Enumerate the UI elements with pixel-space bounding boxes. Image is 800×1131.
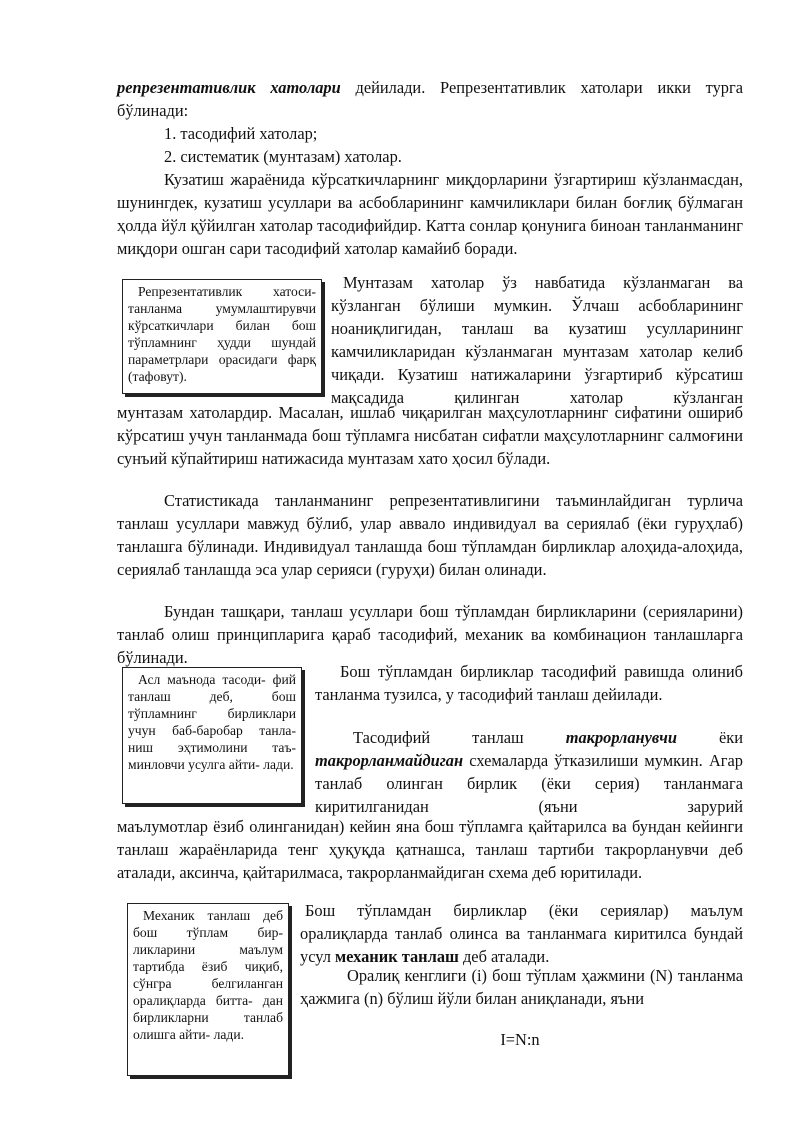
list-item-2: 2. систематик (мунтазам) хатолар. [164, 147, 402, 166]
paragraph-systematic-errors: мунтазам хатолардир. Масалан, ишлаб чиқарилган маҳсулотларнинг сифатини ошириб кўрсатиш учун танланмада бош тўпламга нисбатан сифатли маҳсулотларнинг салмоғини сунъий кўпайтириш натижасида мунтазам хато ҳосил бўлади. [117, 403, 743, 468]
term-non-repeated: такрорланмайдиган [315, 751, 464, 770]
intro-text: дейилади. Репрезентативлик хатолари икки турга бўлинади: [117, 78, 743, 120]
text: деб аталади. [458, 947, 550, 966]
sidenote-text: Механик танлаш деб бош тўплам бир- ликларини маълум тартибда ёзиб чиқиб, сўнгра белгиланган оралиқларда битта- дан бирликларни танлаб олишга айти- лади. [133, 908, 283, 1042]
term-representativeness-errors: репрезентативлик хатолари [117, 78, 341, 97]
text: ёки [676, 728, 743, 747]
sidenote-text: Репрезентативлик хатоси- танланма умумлаштирувчи кўрсаткичлари билан бош тўпламнинг ҳудди шундай параметрлари орасидаги фарқ (тафовут). [128, 284, 316, 384]
paragraph-repeated-schemes-side [315, 726, 743, 818]
term-repeated: такрорланувчи [565, 728, 677, 747]
paragraph-repeated-schemes: маълумотлар ёзиб олинганидан) кейин яна бош тўпламга қайтарилса ва бундан кейинги танлаш жараёнларида тенг ҳуқуқда қатнашса, танлаш тартиби такрорланувчи деб аталади, аксинча, қайтарилмаса, такрорланмайдиган схема деб юритилади. [117, 817, 743, 882]
paragraph-selection-principles: Бундан ташқари, танлаш усуллари бош тўпламдан бирликларини (серияларини) танлаб олиш принципларига қараб тасодифий, механик ва комбинацион танлашларга бўлинади. [117, 602, 743, 667]
text: Бош тўпламдан бирликлар (ёки сериялар) маълум оралиқларда танлаб олинса ва танланмага киритилса бундай усул [300, 901, 743, 966]
paragraph-interval-width: Оралиқ кенглиги (i) бош тўплам ҳажмини (N) танланма ҳажмига (n) бўлиш йўли билан аниқланади, яъни [300, 966, 743, 1008]
paragraph-systematic-errors-side: Мунтазам хатолар ўз навбатида кўзланмаган ва кўзланган бўлиши мумкин. Ўлчаш асбобларининг ноаниқлигидан, танлаш ва кузатиш усулларининг камчиликларидан кўзланмаган мунтазам хатолар келиб чиқади. Кузатиш натижаларини ўзгартириб кўрсатиш мақсадида қилинган хатолар кўзланган [331, 273, 743, 407]
text: схемаларда ўтказилиши мумкин. Агар танлаб олинган бирлик (ёки серия) танланмага киритилганидан (яъни зарурий [315, 751, 743, 816]
paragraph-selection-methods: Статистикада танланманинг репрезентативлигини таъминлайдиган турлича танлаш усуллари мавжуд бўлиб, улар аввало индивидуал ва сериялаб (ёки гуруҳлаб) танлашга бўлинади. Индивидуал танлашда бош тўпламдан бирликлар алоҳида-алоҳида, сериялаб танлашда эса улар серияси (гуруҳи) билан олинади. [117, 491, 743, 579]
text: Тасодифий танлаш [353, 728, 566, 747]
sidenote-random-selection [122, 667, 302, 804]
sidenote-representativeness-error [122, 279, 322, 394]
paragraph-random-selection: Бош тўпламдан бирликлар тасодифий равишда олиниб танланма тузилса, у тасодифий танлаш дейилади. [315, 662, 743, 704]
sidenote-text: Асл маънода тасоди- фий танлаш деб, бош тўпламнинг бирликлари учун баб-баробар танла- ниш эҳтимолини таъ- минловчи усулга айти- лади. [128, 672, 296, 772]
sidenote-mechanical-selection [127, 903, 289, 1076]
paragraph-mechanical-selection [300, 899, 743, 968]
formula-interval: I=N:n [500, 1030, 540, 1049]
term-mechanical-selection: механик танлаш [335, 947, 459, 966]
list-item-1: 1. тасодифий хатолар; [164, 124, 318, 143]
paragraph-intro [117, 76, 743, 122]
paragraph-random-errors: Кузатиш жараёнида кўрсаткичларнинг миқдорларини ўзгартириш кўзланмасдан, шунингдек, кузатиш усуллари ва асбобларининг камчиликлари билан боғлиқ бўлмаган ҳолда йўл қўйилган хатолар тасодифийдир. Катта сонлар қонунига биноан танланманинг миқдори ошган сари тасодифий хатолар камайиб боради. [117, 170, 743, 258]
